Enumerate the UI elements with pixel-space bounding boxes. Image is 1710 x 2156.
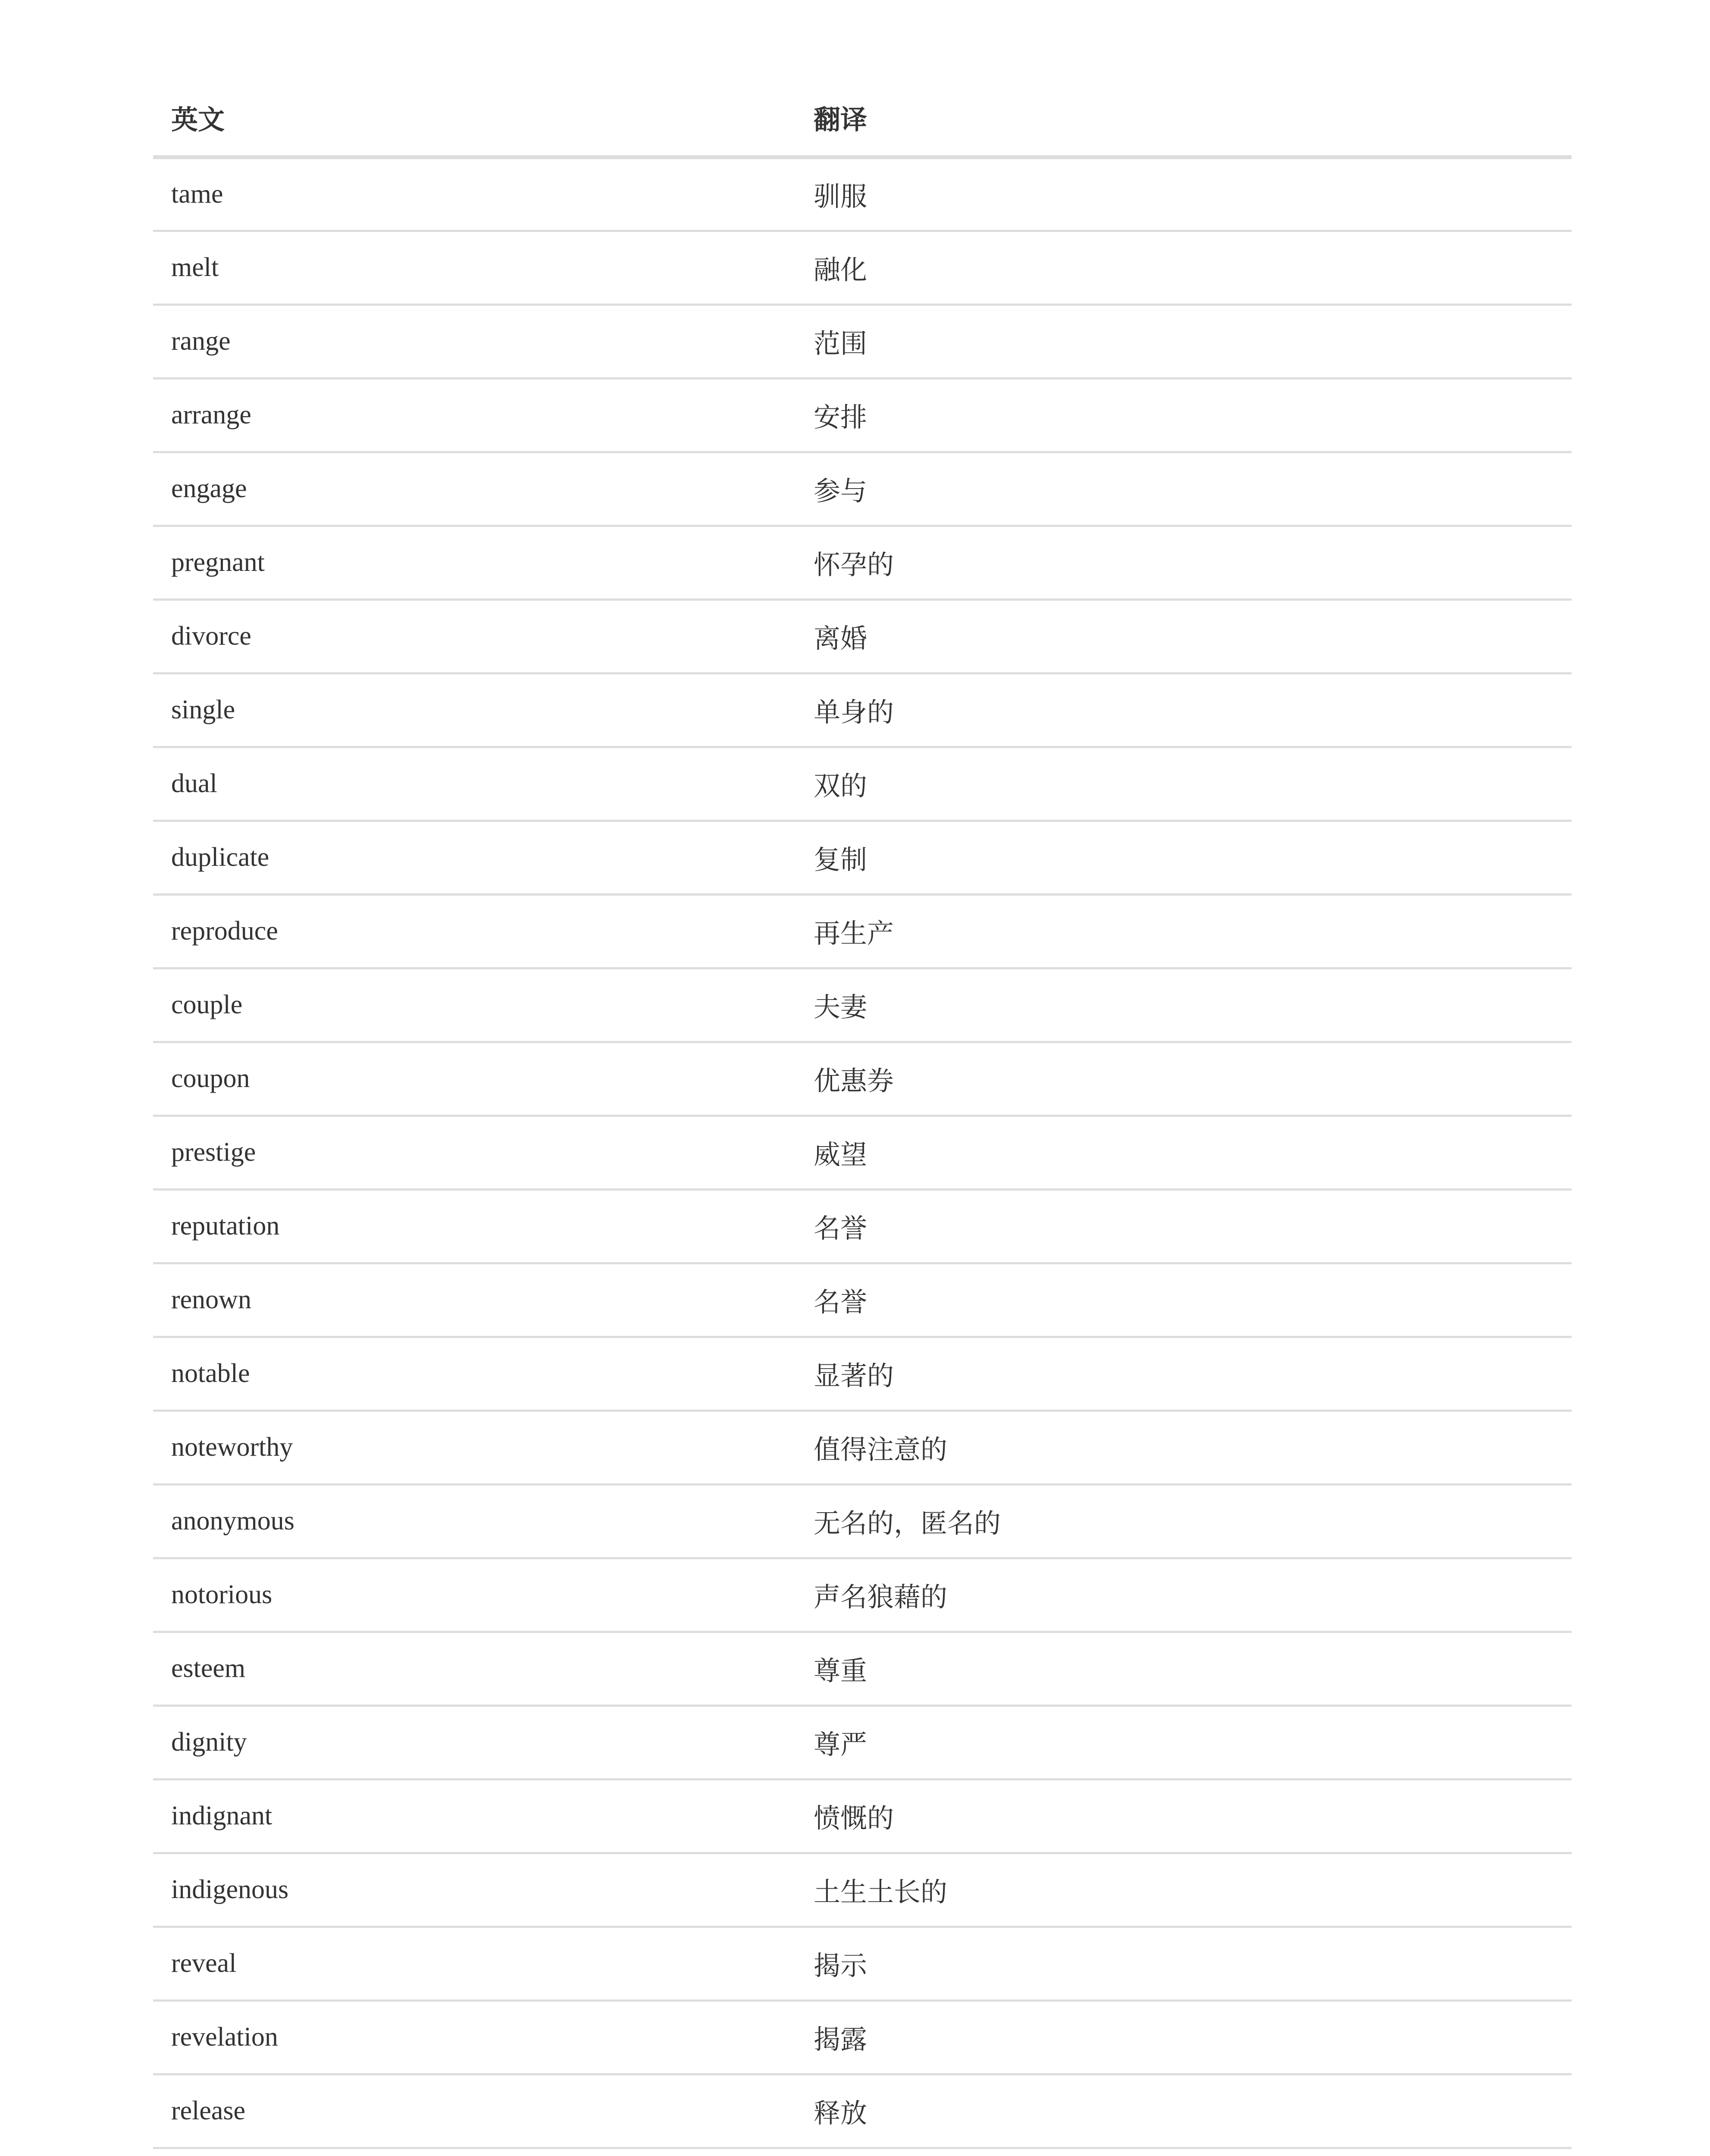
- translation-cell: 威望: [795, 1116, 1572, 1189]
- translation-cell: 安排: [795, 378, 1572, 452]
- table-row: [153, 747, 1572, 821]
- table-row: [153, 1779, 1572, 1853]
- translation-cell: 融化: [795, 231, 1572, 304]
- table-row: [153, 378, 1572, 452]
- table-row: [153, 2148, 1572, 2156]
- translation-cell: 尊严: [795, 1705, 1572, 1779]
- table-row: [153, 304, 1572, 378]
- english-word-cell: dignity: [153, 1705, 795, 1779]
- translation-cell: 名誉: [795, 1189, 1572, 1263]
- english-word-cell: divorce: [153, 599, 795, 673]
- translation-cell: 参与: [795, 452, 1572, 526]
- translation-cell: 单身的: [795, 673, 1572, 747]
- table-row: [153, 1410, 1572, 1484]
- table-row: [153, 526, 1572, 599]
- translation-cell: 夫妻: [795, 968, 1572, 1042]
- table-row: [153, 673, 1572, 747]
- translation-cell: 揭示: [795, 1927, 1572, 2000]
- table-header-row: [153, 80, 1572, 157]
- table-row: [153, 2074, 1572, 2148]
- translation-cell: 声名狼藉的: [795, 1558, 1572, 1632]
- header-translation: 翻译: [795, 80, 1572, 157]
- english-word-cell: range: [153, 304, 795, 378]
- english-word-cell: noteworthy: [153, 1410, 795, 1484]
- translation-cell: 揭露: [795, 2000, 1572, 2074]
- translation-cell: 名誉: [795, 1263, 1572, 1337]
- translation-cell: 再生产: [795, 894, 1572, 968]
- english-word-cell: notable: [153, 1337, 795, 1410]
- table-row: [153, 1853, 1572, 1927]
- english-word-cell: arrange: [153, 378, 795, 452]
- table-row: [153, 1632, 1572, 1705]
- table-row: [153, 1042, 1572, 1116]
- english-word-cell: dual: [153, 747, 795, 821]
- english-word-cell: melt: [153, 231, 795, 304]
- english-word-cell: pregnant: [153, 526, 795, 599]
- translation-cell: 离婚: [795, 599, 1572, 673]
- english-word-cell: coupon: [153, 1042, 795, 1116]
- english-word-cell: notorious: [153, 1558, 795, 1632]
- translation-cell: 值得注意的: [795, 1410, 1572, 1484]
- english-word-cell: indigenous: [153, 1853, 795, 1927]
- english-word-cell: engage: [153, 452, 795, 526]
- english-word-cell: couple: [153, 968, 795, 1042]
- english-word-cell: prestige: [153, 1116, 795, 1189]
- vocabulary-table: [153, 80, 1572, 2156]
- table-row: [153, 821, 1572, 894]
- translation-cell: 怀孕的: [795, 526, 1572, 599]
- translation-cell: [795, 2148, 1572, 2156]
- translation-cell: 双的: [795, 747, 1572, 821]
- table-row: [153, 1705, 1572, 1779]
- table-row: [153, 1263, 1572, 1337]
- table-row: [153, 894, 1572, 968]
- translation-cell: 无名的，匿名的: [795, 1484, 1572, 1558]
- english-word-cell: indignant: [153, 1779, 795, 1853]
- english-word-cell: renown: [153, 1263, 795, 1337]
- english-word-cell: reputation: [153, 1189, 795, 1263]
- table-row: [153, 1337, 1572, 1410]
- header-english: 英文: [153, 80, 795, 157]
- english-word-cell: revelation: [153, 2000, 795, 2074]
- english-word-cell: anonymous: [153, 1484, 795, 1558]
- vocabulary-table-body: [153, 157, 1572, 2156]
- table-row: [153, 1189, 1572, 1263]
- translation-cell: 愤慨的: [795, 1779, 1572, 1853]
- translation-cell: 范围: [795, 304, 1572, 378]
- english-word-cell: tame: [153, 157, 795, 231]
- english-word-cell: esteem: [153, 1632, 795, 1705]
- translation-cell: 驯服: [795, 157, 1572, 231]
- vocabulary-sheet: [153, 80, 1572, 2156]
- table-row: [153, 452, 1572, 526]
- english-word-cell: duplicate: [153, 821, 795, 894]
- table-row: [153, 1927, 1572, 2000]
- table-row: [153, 599, 1572, 673]
- english-word-cell: reproduce: [153, 894, 795, 968]
- translation-cell: 尊重: [795, 1632, 1572, 1705]
- translation-cell: 土生土长的: [795, 1853, 1572, 1927]
- english-word-cell: reveal: [153, 1927, 795, 2000]
- translation-cell: 复制: [795, 821, 1572, 894]
- translation-cell: 优惠券: [795, 1042, 1572, 1116]
- translation-cell: 显著的: [795, 1337, 1572, 1410]
- table-row: [153, 1116, 1572, 1189]
- translation-cell: 释放: [795, 2074, 1572, 2148]
- english-word-cell: [153, 2148, 795, 2156]
- table-row: [153, 231, 1572, 304]
- table-row: [153, 1484, 1572, 1558]
- english-word-cell: release: [153, 2074, 795, 2148]
- english-word-cell: single: [153, 673, 795, 747]
- table-row: [153, 1558, 1572, 1632]
- table-row: [153, 2000, 1572, 2074]
- table-row: [153, 968, 1572, 1042]
- table-row: [153, 157, 1572, 231]
